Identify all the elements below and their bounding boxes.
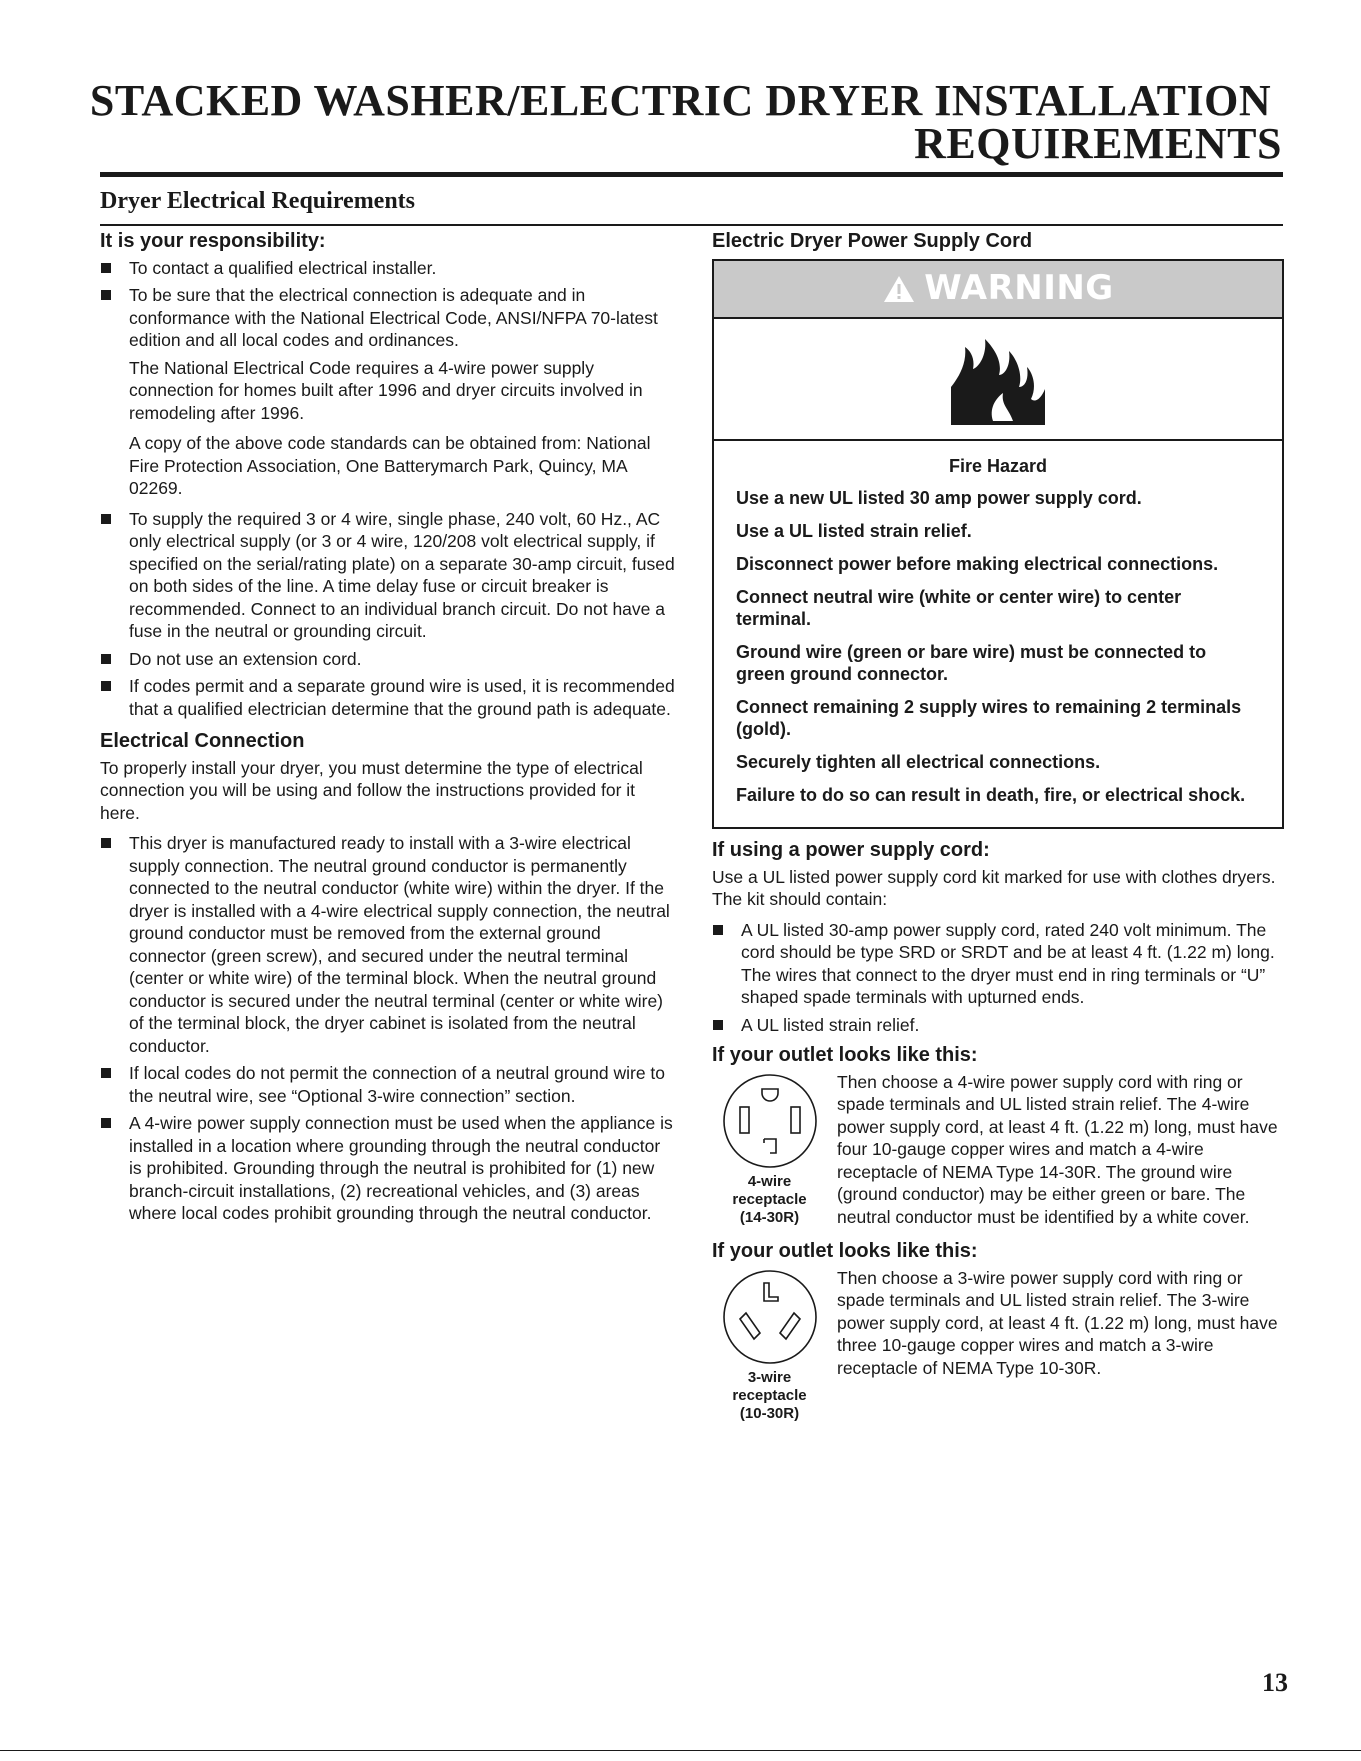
caption-line: (14-30R) (739, 1208, 800, 1226)
warning-header (714, 261, 1282, 319)
page-number: 13 (1262, 1668, 1288, 1697)
warning-line: Use a new UL listed 30 amp power supply cord. (736, 488, 1142, 508)
outlet-4-wire-figure (712, 1071, 827, 1229)
warning-line: Securely tighten all electrical connections. (736, 752, 1101, 772)
page-title-line-2: REQUIREMENTS (914, 119, 1282, 168)
list-item: To supply the required 3 or 4 wire, single phase, 240 volt, 60 Hz., AC only electrical supply (or 3 or 4 wire, 120/208 volt electrical supply, if specified on the serial/rating plate) on a separate 30-amp circuit, fused on both sides of the line. A time delay fuse or circuit breaker is recommended. Connect to an individual branch circuit. Do not have a fuse in the neutral or grounding circuit. (100, 508, 675, 643)
section-title: Dryer Electrical Requirements (100, 188, 416, 214)
warning-label: WARNING (924, 268, 1114, 309)
fire-icon-area (714, 319, 1282, 441)
outlet-3-wire-block (712, 1267, 1284, 1423)
list-item: To be sure that the electrical connection is adequate and in conformance with the National Electrical Code, ANSI/NFPA 70-latest edition and all local codes and ordinances. (100, 284, 675, 352)
connection-list (100, 832, 675, 1225)
list-item: A UL listed strain relief. (712, 1014, 1284, 1037)
right-column (712, 230, 1284, 1435)
title-rule (100, 172, 1283, 177)
caption-line: receptacle (732, 1190, 807, 1208)
outlet-3-wire-figure (712, 1267, 827, 1423)
warning-triangle-icon (882, 274, 916, 304)
cord-use-intro: Use a UL listed power supply cord kit marked for use with clothes dryers. The kit should contain: (712, 866, 1276, 909)
hazard-title: Fire Hazard (948, 455, 1048, 476)
warning-line: Failure to do so can result in death, fire, or electrical shock. (736, 785, 1246, 805)
connection-intro: To properly install your dryer, you must determine the type of electrical connection you will be using and follow the instructions provided for it here. (100, 757, 643, 823)
warning-line: Connect remaining 2 supply wires to remaining 2 terminals (gold). (736, 697, 1242, 739)
warning-body (714, 441, 1282, 828)
cord-use-list (712, 919, 1284, 1037)
supply-list (100, 508, 675, 721)
warning-line: Use a UL listed strain relief. (736, 521, 972, 541)
warning-line: Disconnect power before making electrical connections. (736, 554, 1219, 574)
section-rule (100, 224, 1283, 226)
list-item: This dryer is manufactured ready to install with a 3-wire electrical supply connection. The neutral ground conductor is permanently connected to the neutral conductor (white wire) within the dryer. If the dryer is installed with a 4-wire electrical supply connection, the neutral ground conductor must be removed from the external ground connector (green screw), and secured under the neutral terminal (center or white wire) of the terminal block. When the neutral ground conductor is secured under the neutral terminal (center or white wire) of the terminal block, the dryer cabinet is isolated from the neutral conductor. (100, 832, 675, 1057)
receptacle-4-wire-icon (720, 1071, 820, 1171)
list-item: A UL listed 30-amp power supply cord, rated 240 volt minimum. The cord should be type SRD or SRDT and be at least 4 ft. (1.22 m) long. The wires that connect to the dryer must end in ring terminals or “U” shaped spade terminals with upturned ends. (712, 919, 1284, 1009)
caption-line: 3-wire (747, 1368, 792, 1386)
outlet-4-wire-heading: If your outlet looks like this: (712, 1044, 978, 1066)
responsibility-heading: It is your responsibility: (100, 230, 326, 252)
outlet-3-wire-caption (712, 1369, 827, 1423)
outlet-4-wire-caption (712, 1173, 827, 1227)
caption-line: (10-30R) (739, 1404, 800, 1422)
responsibility-list (100, 257, 675, 352)
warning-box (712, 259, 1284, 830)
caption-line: 4-wire (747, 1172, 792, 1190)
code-note: The National Electrical Code requires a 4-wire power supply connection for homes built after 1996 and dryer circuits involved in remodeling after 1996. (129, 357, 643, 423)
warning-line: Connect neutral wire (white or center wire) to center terminal. (736, 587, 1182, 629)
outlet-3-wire-heading: If your outlet looks like this: (712, 1240, 978, 1262)
list-item: If codes permit and a separate ground wire is used, it is recommended that a qualified electrician determine that the ground path is adequate. (100, 675, 675, 720)
list-item: A 4-wire power supply connection must be used when the appliance is installed in a location where grounding through the neutral conductor is prohibited. Grounding through the neutral is prohibited for (1) new branch-circuit installations, (2) recreational vehicles, and (3) areas where local codes prohibit grounding through the neutral conductor. (100, 1112, 675, 1225)
warning-line: Ground wire (green or bare wire) must be connected to green ground connector. (736, 642, 1207, 684)
list-item: Do not use an extension cord. (100, 648, 675, 671)
receptacle-3-wire-icon (720, 1267, 820, 1367)
page-title-line-1: STACKED WASHER/ELECTRIC DRYER INSTALLATION (89, 76, 1272, 125)
outlet-3-wire-text: Then choose a 3-wire power supply cord with ring or spade terminals and UL listed strain relief. The 3-wire power supply cord, at least 4 ft. (1.22 m) long, must have three 10-gauge copper wires and match a 3-wire receptacle of NEMA Type 10-30R. (837, 1267, 1278, 1378)
outlet-4-wire-block (712, 1071, 1284, 1229)
connection-heading: Electrical Connection (100, 730, 305, 752)
cord-heading: Electric Dryer Power Supply Cord (712, 230, 1033, 252)
caption-line: receptacle (732, 1386, 807, 1404)
bottom-rule (0, 1750, 1361, 1751)
list-item: If local codes do not permit the connection of a neutral ground wire to the neutral wire, see “Optional 3-wire connection” section. (100, 1062, 675, 1107)
standards-note: A copy of the above code standards can be obtained from: National Fire Protection Association, One Batterymarch Park, Quincy, MA 02269. (129, 433, 651, 498)
fire-icon (933, 329, 1063, 429)
outlet-4-wire-text: Then choose a 4-wire power supply cord with ring or spade terminals and UL listed strain relief. The 4-wire power supply cord, at least 4 ft. (1.22 m) long, must have four 10-gauge copper wires and match a 4-wire receptacle of NEMA Type 14-30R. The ground wire (ground conductor) may be either green or bare. The neutral conductor must be identified by a white cover. (837, 1071, 1278, 1227)
left-column (100, 230, 675, 1230)
cord-use-heading: If using a power supply cord: (712, 839, 990, 861)
list-item: To contact a qualified electrical installer. (100, 257, 675, 280)
